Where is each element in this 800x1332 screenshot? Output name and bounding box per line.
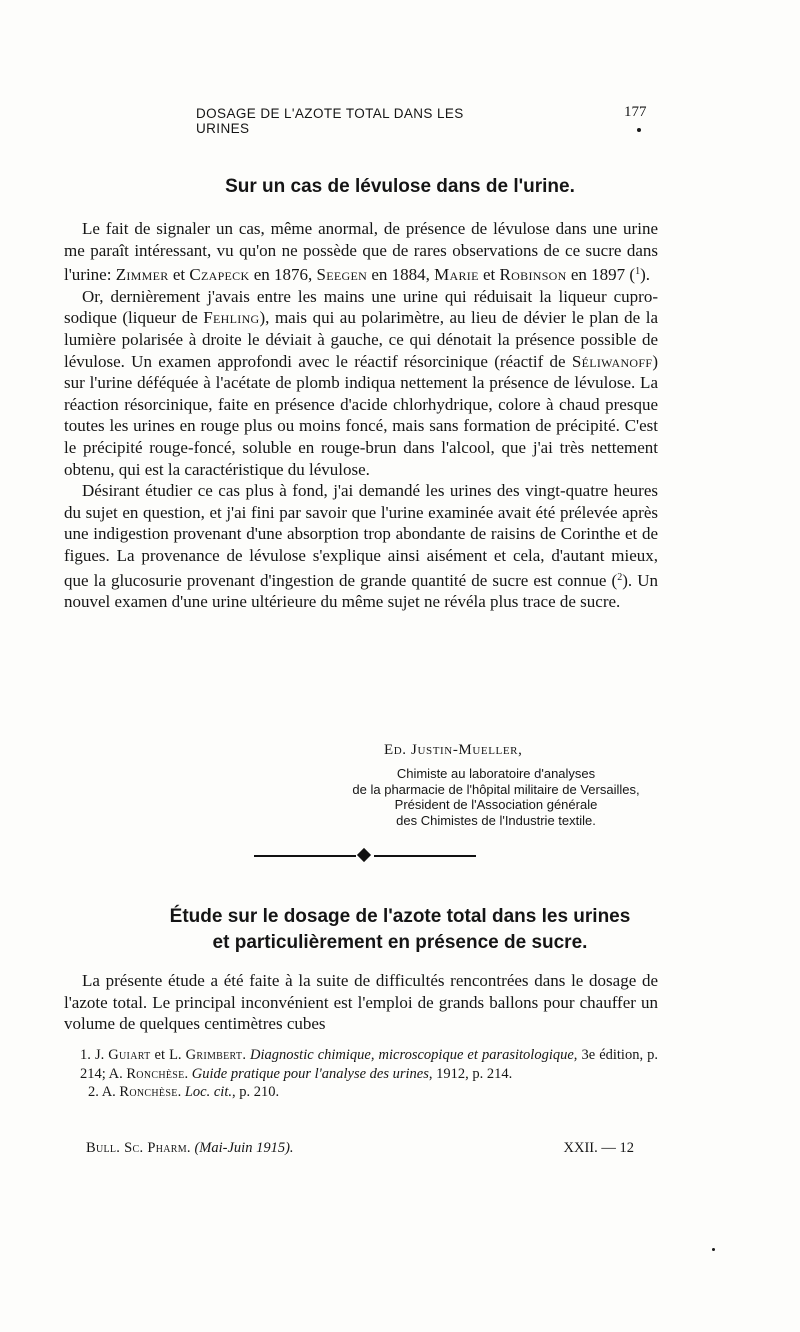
print-speck [712,1248,715,1251]
affiliation-line: de la pharmacie de l'hôpital militaire de Versailles, [352,781,640,797]
affiliation-line: Président de l'Association générale [394,797,598,812]
author-name: Séliwanoff [571,351,653,371]
journal-citation: Bull. Sc. Pharm. (Mai-Juin 1915). [86,1140,294,1156]
section-divider [254,849,476,863]
author-name: Fehling [203,308,260,328]
article-title [64,904,736,956]
author-name: Guiart [108,1047,151,1063]
divider-line [254,855,356,857]
paragraph: Désirant étudier ce cas plus à fond, j'ai demandé les urines des vingt-quatre heures du sujet en question, et j'ai fini par savoir que l'urine examinée avait été prélevée après une indigestion provenant d'une absorption trop abondante de raisins de Corinthe et de figues. La provenance de lévulose s'explique ainsi aisément et cela, d'autant mieux, que la glucosurie provenant d'ingestion de grande quantité de sucre est connue ($^2$). Un nouvel examen d'une urine ultérieure du même sujet ne révéla plus trace de sucre. [64,481,658,612]
divider-line [374,855,476,857]
author-name: Marie [434,265,479,285]
author-signature: Ed. Justin-Mueller, [384,742,523,758]
article-title: Sur un cas de lévulose dans de l'urine. [225,176,575,197]
article-body [64,218,658,613]
author-affiliation [296,766,696,828]
footnote-ref: 2 [617,571,623,583]
footnote: 2. A. Ronchèse. Loc. cit., p. 210. [88,1084,280,1100]
paragraph: Le fait de signaler un cas, même anormal, de présence de lévulose dans une urine me paraît intéressant, vu qu'on ne possède que de rares observations de ce sucre dans l'urine: Zimmer et Czapeck en 1876, Seegen en 1884, Marie et Robinson en 1897 ($^1$). [64,219,658,285]
footnote: 1. J. Guiart et L. Grimbert. Diagnostic chimique, microscopique et parasitologique, 3e édition, p. 214; A. Ronchèse. Guide pratique pour l'analyse des urines, 1912, p. 214. [80,1047,659,1082]
article-body [64,970,658,1035]
affiliation-line: des Chimistes de l'Industrie textile. [396,812,596,828]
affiliation-line: Chimiste au laboratoire d'analyses [396,766,596,781]
footnote-ref: 1 [635,266,641,278]
author-name: Czapeck [189,265,250,285]
paragraph: Or, dernièrement j'avais entre les mains une urine qui réduisait la liqueur cupro-sodique (liqueur de Fehling), mais qui au polarimètre, au lieu de dévier le plan de la lumière polarisée à droite le déviait à gauche, ce qui dénotait la présence possible de lévulose. Un examen approfondi avec le réactif résorcinique (réactif de Séliwanoff) sur l'urine déféquée à l'acétate de plomb indiqua nettement la présence de lévulose. La réaction résorcinique, faite en présence d'acide chlorhydrique, colore à chaud presque toutes les urines en rouge plus ou moins foncé, mais sans formation de précipité. C'est le précipité rouge-foncé, soluble en rouge-brun dans l'alcool, que j'ai très nettement obtenu, qui est la caractéristique du lévulose. [64,286,658,479]
work-title: Diagnostic chimique, microscopique et parasitologique [250,1047,574,1063]
author-name: Robinson [499,265,567,285]
diamond-ornament-icon [357,848,371,862]
work-title: Guide pratique pour l'analyse des urines [191,1065,429,1082]
author-name: Grimbert [185,1047,243,1063]
footnotes [80,1046,658,1102]
paragraph: La présente étude a été faite à la suite de difficultés rencontrées dans le dosage de l'azote total. Le principal inconvénient est l'emploi de grands ballons pour chauffer un volume de quelques centimètres cubes [64,971,658,1034]
author-name: Zimmer [115,265,169,285]
page-number: 177 [624,104,647,120]
title-line: Étude sur le dosage de l'azote total dans les urines [169,906,631,927]
print-speck [637,128,641,132]
author-name: Seegen [316,265,368,285]
author-name: Ronchèse [126,1065,185,1082]
volume-sheet: XXII. — 12 [563,1140,634,1156]
title-line: et particulièrement en présence de sucre. [212,932,588,953]
author-name: Ronchèse [119,1084,178,1100]
work-title: Loc. cit. [184,1084,232,1100]
running-head: DOSAGE DE L'AZOTE TOTAL DANS LES URINES [196,106,464,136]
